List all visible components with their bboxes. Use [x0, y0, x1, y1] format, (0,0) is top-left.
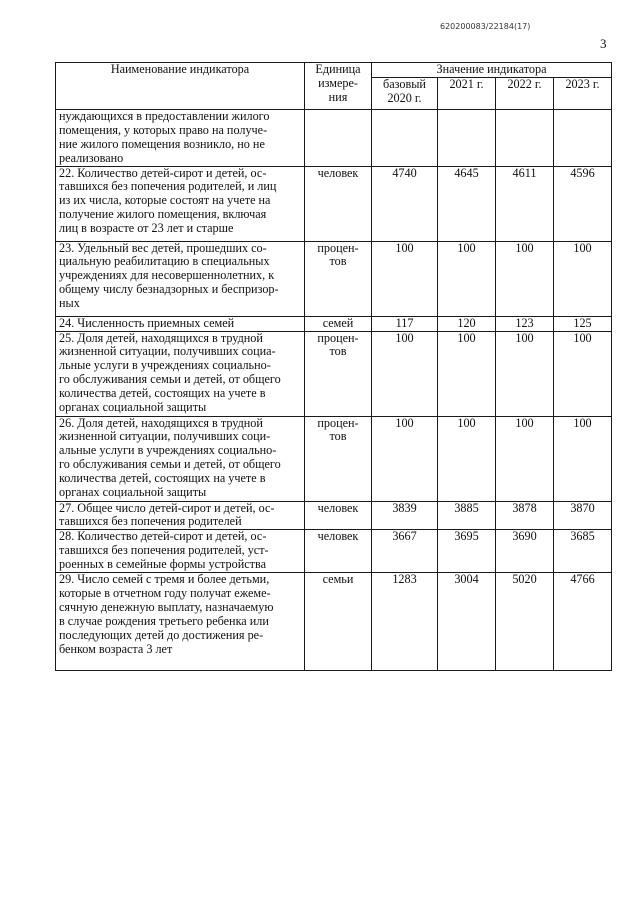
table-row	[56, 416, 612, 501]
indicator-name-line: жизненной ситуации, получивших социа-	[59, 344, 276, 359]
value-2021-cell: 100	[438, 416, 496, 501]
value-2022-cell: 100	[496, 241, 554, 316]
indicator-name-line: количества детей, состоящих на учете в	[59, 386, 266, 401]
unit-line: тов	[329, 429, 347, 444]
value-2022-cell: 100	[496, 416, 554, 501]
value-2021-cell: 100	[438, 241, 496, 316]
indicator-name-line: 26. Доля детей, находящихся в трудной	[59, 415, 263, 430]
indicator-name-cell	[56, 530, 305, 573]
unit-line: тов	[329, 344, 347, 359]
header-unit-line: измере-	[318, 75, 358, 90]
value-2023-cell: 3870	[554, 501, 612, 530]
base-value-cell: 117	[372, 316, 438, 331]
indicator-name-line: 24. Численность приемных семей	[59, 315, 235, 330]
indicator-name-line: 23. Удельный вес детей, прошедших со-	[59, 240, 267, 255]
unit-line: человек	[317, 500, 359, 515]
base-value-cell: 100	[372, 331, 438, 416]
table-row	[56, 530, 612, 573]
table-row	[56, 573, 612, 671]
header-base-2020	[372, 77, 438, 109]
unit-cell	[305, 530, 372, 573]
unit-cell	[305, 241, 372, 316]
value-2023-cell: 125	[554, 316, 612, 331]
document-id: 620200083/22184(17)	[440, 22, 531, 31]
indicator-name-line: учреждениях для несовершеннолетних, к	[59, 268, 275, 283]
indicator-name-line: последующих детей до достижения ре-	[59, 627, 264, 642]
indicator-name-cell	[56, 166, 305, 241]
indicator-name-line: тавшихся без попечения родителей	[59, 514, 242, 529]
header-2023: 2023 г.	[554, 77, 612, 109]
value-2022-cell: 100	[496, 331, 554, 416]
indicator-table	[55, 62, 612, 671]
value-2022-cell: 123	[496, 316, 554, 331]
page-number: 3	[600, 36, 607, 51]
base-value-cell: 4740	[372, 166, 438, 241]
indicator-name-line: 25. Доля детей, находящихся в трудной	[59, 330, 263, 345]
indicator-name-line: роенных в семейные формы устройства	[59, 557, 266, 572]
indicator-name-cell	[56, 573, 305, 671]
indicator-name-line: ных	[59, 296, 80, 311]
indicator-name-line: циальную реабилитацию в специальных	[59, 254, 270, 269]
value-2021-cell: 3885	[438, 501, 496, 530]
indicator-name-cell	[56, 501, 305, 530]
unit-line: семей	[322, 315, 354, 330]
indicator-name-line: которые в отчетном году получат ежеме-	[59, 585, 271, 600]
table-row	[56, 501, 612, 530]
indicator-name-line: органах социальной защиты	[59, 485, 207, 500]
header-indicator-value: Значение индикатора	[372, 63, 612, 78]
value-2022-cell: 3878	[496, 501, 554, 530]
unit-line: человек	[317, 165, 359, 180]
value-2023-cell: 100	[554, 241, 612, 316]
indicator-name-line: тавшихся без попечения родителей, и лиц	[59, 179, 277, 194]
unit-cell	[305, 109, 372, 166]
indicator-name-line: 28. Количество детей-сирот и детей, ос-	[59, 529, 267, 544]
unit-line: процен-	[317, 415, 359, 430]
header-unit-line: Единица	[315, 62, 361, 76]
indicator-name-line: 22. Количество детей-сирот и детей, ос-	[59, 165, 267, 180]
base-value-cell: 100	[372, 241, 438, 316]
base-value-cell: 1283	[372, 573, 438, 671]
indicator-name-line: в случае рождения третьего ребенка или	[59, 613, 269, 628]
indicator-name-line: из их числа, которые состоят на учете на	[59, 193, 271, 208]
value-2023-cell	[554, 109, 612, 166]
indicator-name-cell	[56, 416, 305, 501]
indicator-name-cell	[56, 316, 305, 331]
unit-cell	[305, 166, 372, 241]
header-indicator-name: Наименование индикатора	[56, 63, 305, 110]
value-2021-cell: 100	[438, 331, 496, 416]
unit-cell	[305, 501, 372, 530]
unit-line: человек	[317, 529, 359, 544]
table-body	[56, 109, 612, 670]
value-2023-cell: 100	[554, 416, 612, 501]
value-2023-cell: 3685	[554, 530, 612, 573]
base-value-cell: 100	[372, 416, 438, 501]
value-2022-cell	[496, 109, 554, 166]
header-unit-line: ния	[328, 89, 348, 104]
header-base-line: 2020 г.	[387, 90, 422, 105]
base-value-cell	[372, 109, 438, 166]
base-value-cell: 3839	[372, 501, 438, 530]
base-value-cell: 3667	[372, 530, 438, 573]
value-2023-cell: 4596	[554, 166, 612, 241]
value-2021-cell: 3695	[438, 530, 496, 573]
indicator-name-cell	[56, 331, 305, 416]
header-unit	[305, 63, 372, 110]
unit-line: тов	[329, 254, 347, 269]
value-2022-cell: 4611	[496, 166, 554, 241]
value-2021-cell	[438, 109, 496, 166]
indicator-name-line: общему числу безнадзорных и беспризор-	[59, 282, 279, 297]
unit-cell	[305, 331, 372, 416]
indicator-name-cell	[56, 109, 305, 166]
indicator-name-cell	[56, 241, 305, 316]
value-2022-cell: 3690	[496, 530, 554, 573]
unit-line: процен-	[317, 330, 359, 345]
indicator-name-line: тавшихся без попечения родителей, уст-	[59, 543, 269, 558]
table-row	[56, 166, 612, 241]
indicator-name-line: альные услуги в учреждениях социально-	[59, 443, 277, 458]
indicator-name-line: 29. Число семей с тремя и более детьми,	[59, 572, 270, 587]
table-row	[56, 241, 612, 316]
indicator-name-line: бенком возраста 3 лет	[59, 641, 173, 656]
value-2022-cell: 5020	[496, 573, 554, 671]
unit-cell	[305, 416, 372, 501]
value-2023-cell: 100	[554, 331, 612, 416]
table-row	[56, 331, 612, 416]
value-2021-cell: 4645	[438, 166, 496, 241]
indicator-name-line: ние жилого помещения возникло, но не	[59, 136, 265, 151]
table-row	[56, 316, 612, 331]
value-2023-cell: 4766	[554, 573, 612, 671]
indicator-name-line: реализовано	[59, 150, 124, 165]
header-base-line: базовый	[383, 76, 426, 91]
header-2022: 2022 г.	[496, 77, 554, 109]
indicator-name-line: лиц в возрасте от 23 лет и старше	[59, 221, 234, 236]
unit-cell	[305, 316, 372, 331]
unit-line: семьи	[322, 572, 354, 587]
indicator-name-line: льные услуги в учреждениях социально-	[59, 358, 271, 373]
table-header	[56, 63, 612, 110]
value-2021-cell: 120	[438, 316, 496, 331]
indicator-name-line: 27. Общее число детей-сирот и детей, ос-	[59, 500, 275, 515]
value-2021-cell: 3004	[438, 573, 496, 671]
indicator-name-line: го обслуживания семьи и детей, от общего	[59, 457, 281, 472]
indicator-name-line: жизненной ситуации, получивших соци-	[59, 429, 271, 444]
indicator-name-line: нуждающихся в предоставлении жилого	[59, 108, 270, 123]
table-row	[56, 109, 612, 166]
unit-cell	[305, 573, 372, 671]
indicator-name-line: сячную денежную выплату, назначаемую	[59, 599, 274, 614]
indicator-name-line: помещения, у которых право на получе-	[59, 122, 268, 137]
indicator-name-line: количества детей, состоящих на учете в	[59, 471, 266, 486]
indicator-name-line: органах социальной защиты	[59, 400, 207, 415]
indicator-name-line: го обслуживания семьи и детей, от общего	[59, 372, 281, 387]
header-2021: 2021 г.	[438, 77, 496, 109]
unit-line: процен-	[317, 240, 359, 255]
indicator-name-line: получение жилого помещения, включая	[59, 207, 267, 222]
